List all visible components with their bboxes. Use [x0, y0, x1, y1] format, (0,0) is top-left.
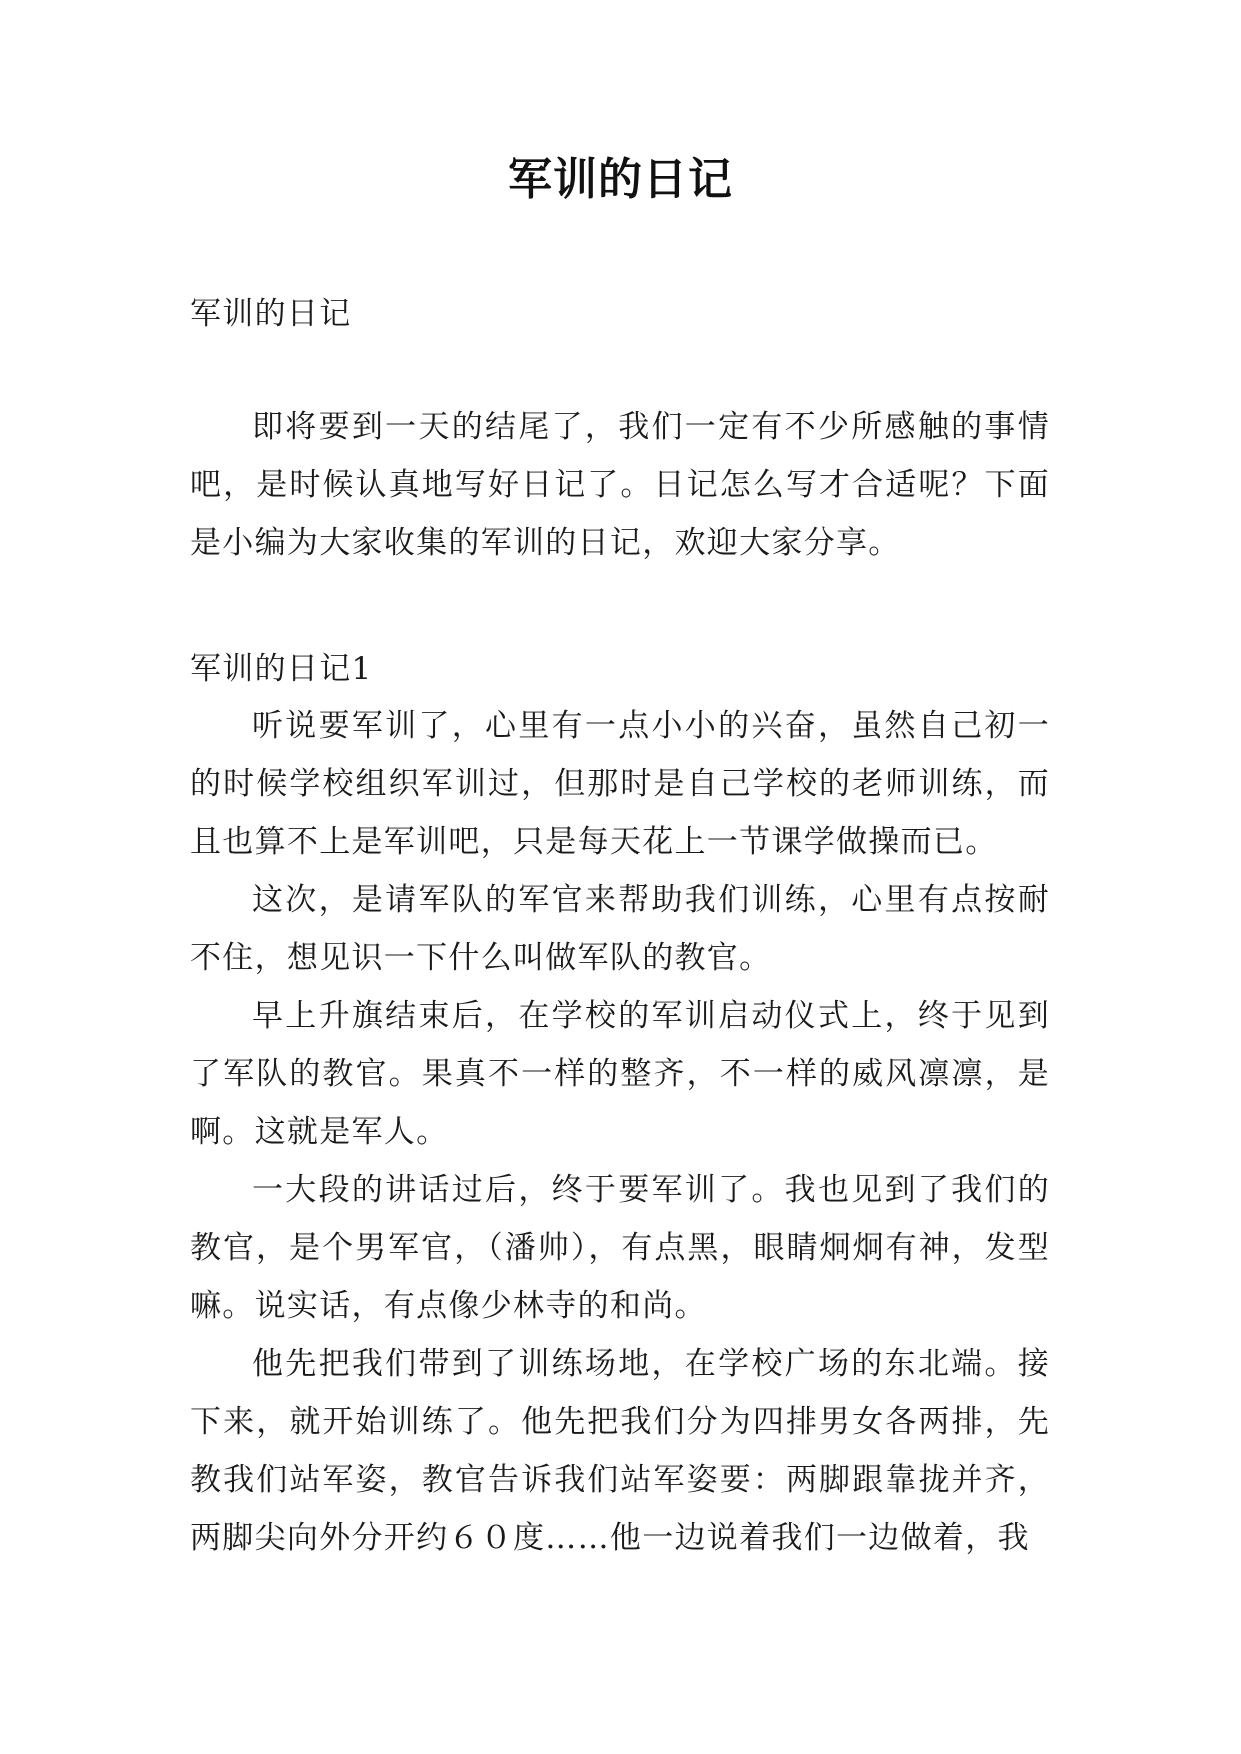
section-heading: 军训的日记1 — [190, 651, 373, 687]
body-paragraph: 听说要军训了，心里有一点小小的兴奋，虽然自己初一的时候学校组织军训过，但那时是自己学校的老师训练，而且也算不上是军训吧，只是每天花上一节课学做操而已。 — [190, 708, 1050, 860]
body-paragraph: 他先把我们带到了训练场地，在学校广场的东北端。接下来，就开始训练了。他先把我们分为四排男女各两排，先教我们站军姿，教官告诉我们站军姿要：两脚跟靠拢并齐，两脚尖向外分开约６０度……他一边说着我们一边做着，我 — [190, 1346, 1050, 1556]
body-paragraph: 这次，是请军队的军官来帮助我们训练，心里有点按耐不住，想见识一下什么叫做军队的教官。 — [190, 882, 1050, 976]
document-subtitle: 军训的日记 — [190, 296, 352, 332]
document-title: 军训的日记 — [508, 154, 733, 205]
body-paragraph: 一大段的讲话过后，终于要军训了。我也见到了我们的教官，是个男军官，（潘帅），有点黑，眼睛炯炯有神，发型嘛。说实话，有点像少林寺的和尚。 — [190, 1172, 1050, 1324]
article-body — [190, 697, 1050, 1567]
intro-paragraph: 即将要到一天的结尾了，我们一定有不少所感触的事情吧，是时候认真地写好日记了。日记怎么写才合适呢？下面是小编为大家收集的军训的日记，欢迎大家分享。 — [190, 409, 1050, 561]
body-paragraph: 早上升旗结束后，在学校的军训启动仪式上，终于见到了军队的教官。果真不一样的整齐，不一样的威风凛凛，是啊。这就是军人。 — [190, 998, 1050, 1150]
